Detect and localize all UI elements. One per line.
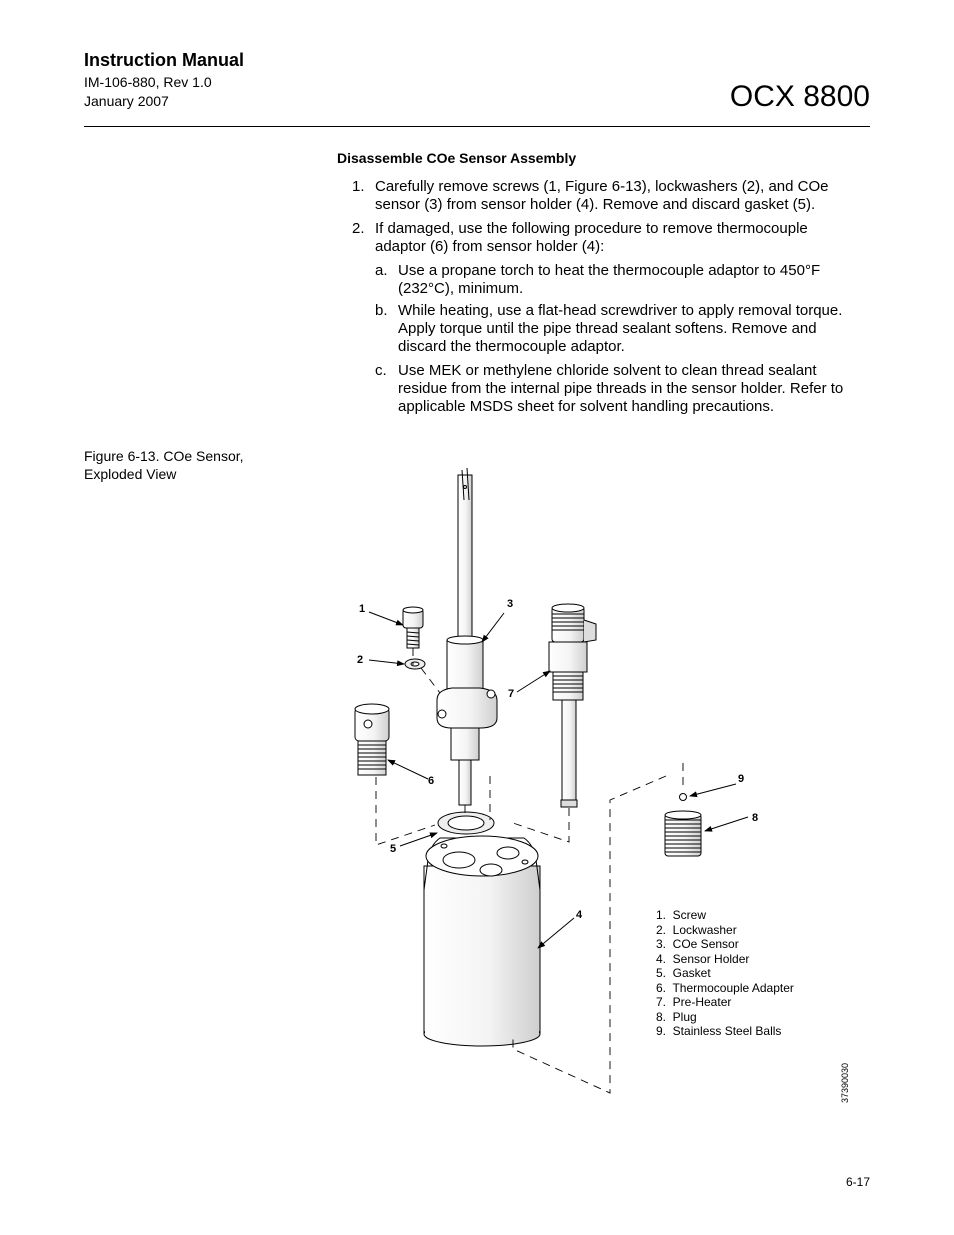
product-name: OCX 8800 <box>729 80 870 113</box>
parts-list-item: 4. Sensor Holder <box>656 951 750 966</box>
callout-6: 6 <box>428 775 435 787</box>
thermocouple-adapter <box>355 704 389 775</box>
figure-caption-line: Exploded View <box>84 466 177 482</box>
callout-9: 9 <box>738 773 745 785</box>
lockwasher <box>405 659 425 669</box>
plug <box>665 811 701 856</box>
pre-heater <box>549 604 596 807</box>
figure-caption-line: Figure 6-13. COe Sensor, <box>84 448 244 464</box>
manual-title: Instruction Manual <box>84 50 245 70</box>
substep-text-line: Use a propane torch to heat the thermocouple adaptor to 450°F <box>398 262 821 279</box>
callout-7: 7 <box>508 688 515 700</box>
sensor-holder <box>424 836 540 1046</box>
screw <box>403 607 423 648</box>
substep-text-line: While heating, use a flat-head screwdriver to apply removal torque. <box>398 302 843 319</box>
callout-5: 5 <box>390 843 397 855</box>
page-number: 6-17 <box>845 1175 870 1189</box>
document-number: IM-106-880, Rev 1.0 <box>84 74 212 90</box>
document-date: January 2007 <box>84 93 169 109</box>
parts-list-item: 3. COe Sensor <box>656 937 739 951</box>
callout-3: 3 <box>507 598 514 610</box>
step-text-line: sensor (3) from sensor holder (4). Remove and discard gasket (5). <box>375 196 816 213</box>
callout-4: 4 <box>576 909 583 921</box>
parts-list-item: 1. Screw <box>656 908 707 922</box>
step-number: 1. <box>352 178 365 195</box>
step-text-line: If damaged, use the following procedure to remove thermocouple <box>375 220 808 237</box>
step-number: 2. <box>352 220 365 237</box>
substep-text-line: Apply torque until the pipe thread sealant softens. Remove and <box>398 320 817 337</box>
parts-list <box>656 908 794 1039</box>
step-text-line: Carefully remove screws (1, Figure 6-13), lockwashers (2), and COe <box>375 178 829 195</box>
substep-text-line: residue from the internal pipe threads in the sensor holder. Refer to <box>398 380 844 397</box>
step-text-line: adaptor (6) from sensor holder (4): <box>375 238 605 255</box>
parts-list-item: 9. Stainless Steel Balls <box>656 1024 782 1038</box>
section-title: Disassemble COe Sensor Assembly <box>337 150 577 166</box>
callout-8: 8 <box>752 812 759 824</box>
parts-list-item: 2. Lockwasher <box>656 922 737 937</box>
substep-letter: c. <box>375 362 387 379</box>
steel-ball <box>680 794 687 801</box>
parts-list-item: 7. Pre-Heater <box>656 995 732 1009</box>
parts-list-item: 5. Gasket <box>656 966 711 980</box>
gasket <box>438 812 494 834</box>
parts-list-item: 8. Plug <box>656 1009 697 1024</box>
substep-text-line: applicable MSDS sheet for solvent handling precautions. <box>398 398 775 415</box>
substep-text-line: (232°C), minimum. <box>398 280 524 297</box>
parts-list-item: 6. Thermocouple Adapter <box>656 980 794 995</box>
drawing-id: 37390030 <box>840 1062 850 1103</box>
substep-text-line: discard the thermocouple adaptor. <box>398 338 625 355</box>
substep-text-line: Use MEK or methylene chloride solvent to clean thread sealant <box>398 362 817 379</box>
callout-1: 1 <box>359 603 366 615</box>
coe-sensor <box>437 468 497 805</box>
substep-letter: a. <box>375 262 388 279</box>
substep-letter: b. <box>375 302 388 319</box>
callout-2: 2 <box>357 654 364 666</box>
